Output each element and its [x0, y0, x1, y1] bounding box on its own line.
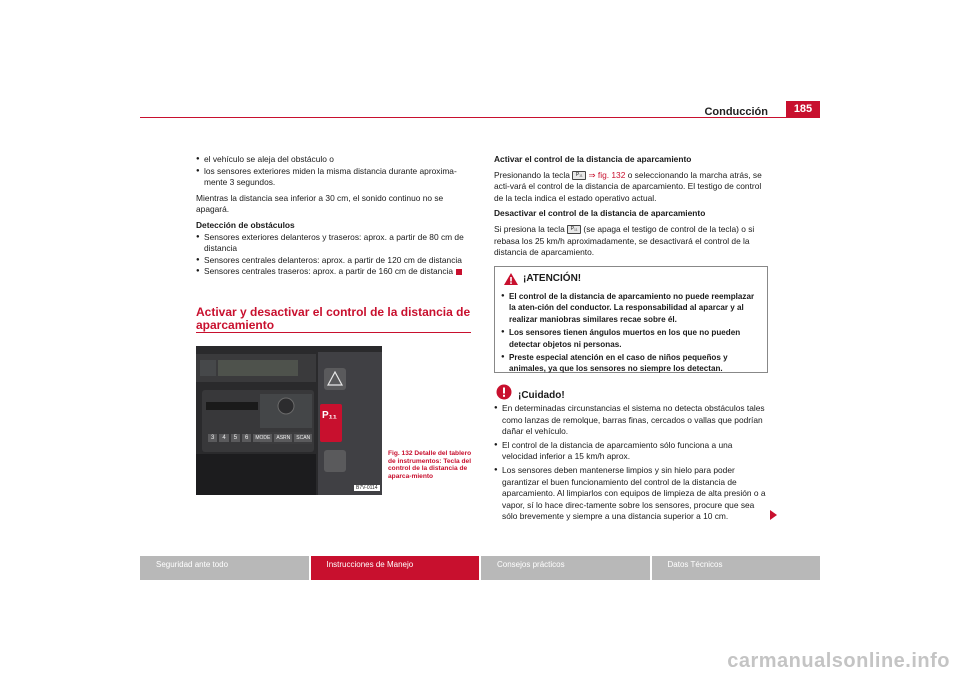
- list-item: ● Los sensores deben mantenerse limpios y sin hielo para poder garantizar el buen funcionamiento del control de la distancia de aparcamiento. Al limpiarlos con equipos de limpieza de alta presión o a vapor, sí lo hace direc-tamente sobre los sensores, procure que sea sólo brevemente y siempre a una distancia superior a 10 cm.: [494, 465, 769, 523]
- figure-caption: Fig. 132 Detalle del tablero de instrumentos: Tecla del control de la distancia de aparca-miento: [388, 450, 472, 480]
- caution-body: [494, 403, 769, 523]
- parking-key-icon: P₁₁: [567, 225, 581, 234]
- preset-button: 4: [219, 434, 228, 442]
- caution-icon: [496, 384, 512, 400]
- footer-tabs: [140, 556, 820, 580]
- section-rule: [196, 332, 471, 333]
- preset-button: 6: [242, 434, 251, 442]
- list-item: ● En determinadas circunstancias el sistema no detecta obstáculos tales como lanzas de remolque, barras finas, cercados o vallas que podrían dañar el vehículo.: [494, 403, 769, 438]
- list-item: ● Preste especial atención en el caso de niños pequeños y animales, ya que los sensores no siempre los detectan.: [501, 352, 763, 375]
- section-end-icon: [456, 269, 462, 275]
- paragraph-activate: [494, 170, 769, 205]
- paragraph: Mientras la distancia sea inferior a 30 cm, el sonido continuo no se apagará.: [196, 192, 444, 215]
- subheading-activate: Activar el control de la distancia de aparcamiento: [494, 154, 692, 164]
- text-span: o seleccionando la marcha atrás, se acti-vará el control de la distancia de aparcamiento. El testigo de control de la tecla indica el estado operativo actual.: [494, 169, 762, 203]
- preset-button: 3: [208, 434, 217, 442]
- warning-title: ¡ATENCIÓN!: [523, 273, 582, 284]
- text-span: Presionando la tecla: [494, 169, 573, 180]
- tab-seguridad[interactable]: Seguridad ante todo: [140, 556, 309, 580]
- list-item: ● El control de la distancia de aparcamiento no puede reemplazar la aten-ción del conductor. La responsabilidad al aparcar y al realizar maniobras similares recae sobre él.: [501, 291, 763, 325]
- warning-body: [501, 291, 763, 375]
- parking-key-icon: P₁₁: [572, 171, 586, 180]
- list-item: ● los sensores exteriores miden la misma distancia durante aproxima-mente 3 segundos.: [196, 166, 471, 189]
- list-item: ● Sensores centrales delanteros: aprox. a partir de 120 cm de distancia: [196, 255, 471, 267]
- tab-consejos[interactable]: Consejos prácticos: [481, 556, 650, 580]
- figure-dashboard-photo: [196, 346, 382, 495]
- figure-code: B7V-0114: [356, 485, 378, 491]
- caution-title: ¡Cuidado!: [518, 390, 565, 401]
- asrn-button: ASRN: [276, 435, 291, 441]
- text-span: Si presiona la tecla: [494, 223, 568, 234]
- watermark: carmanualsonline.info: [727, 650, 950, 672]
- warning-box: [494, 266, 768, 373]
- page-number: 185: [786, 101, 820, 118]
- subheading-deactivate: Desactivar el control de la distancia de aparcamiento: [494, 208, 706, 219]
- preset-button: 5: [231, 434, 240, 442]
- parking-key-label: P₁₁: [322, 410, 337, 421]
- paragraph-deactivate: [494, 224, 769, 259]
- list-item-text: Sensores centrales traseros: aprox. a partir de 160 cm de distancia: [204, 266, 454, 277]
- text-span: (se apaga el testigo de control de la tecla) o si rebasa los 25 km/h aproximadamente, se desactivará el control de la distancia de aparcamiento.: [494, 223, 755, 258]
- list-item: ● El control de la distancia de aparcamiento sólo funciona a una velocidad inferior a 15 km/h aprox.: [494, 440, 769, 463]
- list-item: ● el vehículo se aleja del obstáculo o: [196, 154, 471, 166]
- scan-button: SCAN: [296, 435, 311, 441]
- tab-instrucciones[interactable]: Instrucciones de Manejo: [311, 556, 480, 580]
- warning-triangle-icon: [503, 272, 519, 286]
- mode-button: MODE: [255, 435, 271, 441]
- radio-preset-buttons: [208, 434, 312, 442]
- section-title: Activar y desactivar el control de la distancia de aparcamiento: [196, 305, 471, 332]
- list-item: ● Sensores exteriores delanteros y traseros: aprox. a partir de 80 cm de distancia: [196, 232, 471, 255]
- list-item: [196, 266, 471, 278]
- page-header-title: Conducción: [704, 106, 768, 118]
- list-item: ● Los sensores tienen ángulos muertos en los que no pueden detectar objetos ni personas.: [501, 327, 763, 350]
- figure-link[interactable]: ⇒ fig. 132: [588, 169, 626, 180]
- left-column: [196, 154, 471, 278]
- right-column: [494, 154, 769, 259]
- tab-datos[interactable]: Datos Técnicos: [652, 556, 821, 580]
- next-page-arrow-icon[interactable]: [770, 510, 777, 520]
- dashboard-illustration: [196, 346, 382, 495]
- subheading-obstacle-detection: Detección de obstáculos: [196, 219, 295, 230]
